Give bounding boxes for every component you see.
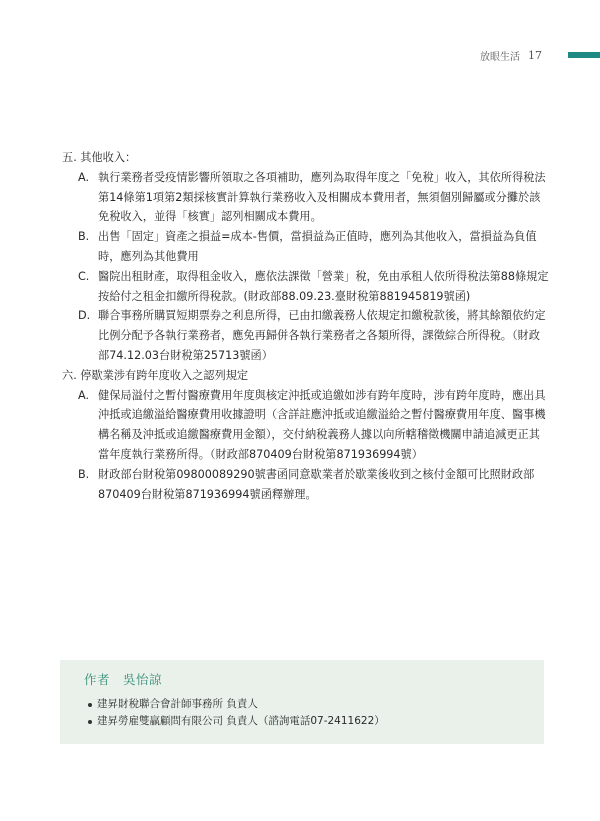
item-label: C. [78,269,90,283]
item-label: B. [78,467,90,481]
list-item [62,168,550,227]
item-text: 財政部台財稅第09800089290號書函同意歇業者於歇業後收到之核付金額可比照財政部870409台財稅第871936994號函釋辦理。 [98,467,535,501]
list-item [62,267,550,307]
credential-text: 建昇勞雇雙贏顧問有限公司 負責人（諮詢電話07-2411622） [97,715,385,727]
list-item [62,227,550,267]
accent-bar [568,52,600,58]
article-body [62,148,550,504]
list-item [62,306,550,365]
section-heading: 六. 停歇業涉有跨年度收入之認列規定 [62,368,249,382]
credential-text: 建昇財稅聯合會計師事務所 負責人 [97,698,258,710]
section-cross-year-income [62,366,550,505]
author-box [60,660,544,744]
section-heading: 五. 其他收入： [62,151,137,164]
item-text: 聯合事務所購買短期票券之利息所得，已由扣繳義務人依規定扣繳稅款後，將其餘額依約定比例分配予各執行業務者，應免再歸併各執行業務者之各類所得，課徵綜合所得稅。（財政部74.12.03台財稅第25713號函） [98,309,546,362]
list-item [62,465,550,505]
item-text: 執行業務者受疫情影響所領取之各項補助，應列為取得年度之「免稅」收入，其依所得稅法第14條第1項第2類採核實計算執行業務收入及相關成本費用者，無須個別歸屬或分攤於該免稅收入，並得「核實」認列相關成本費用。 [98,170,546,224]
bullet-icon [88,703,92,707]
item-text: 出售「固定」資產之損益=成本-售價，當損益為正值時，應列為其他收入，當損益為負值時，應列為其他費用 [98,230,537,263]
item-text: 醫院出租財產，取得租金收入，應依法課徵「營業」稅，免由承租人依所得稅法第88條規定按給付之租金扣繳所得稅款。(財政部88.09.23.臺財稅第881945819號函) [98,269,549,303]
item-label: D. [78,309,91,323]
author-credentials [88,696,385,730]
item-label: B. [78,230,90,244]
list-item [88,713,385,730]
item-label: A. [78,170,90,184]
list-item [62,386,550,465]
page-header [480,48,600,62]
page-number: 17 [528,48,542,62]
section-name: 放眼生活 [480,51,520,63]
author-title: 作者 吳怡諒 [84,672,163,687]
item-text: 健保局溢付之暫付醫療費用年度與核定沖抵或追繳如涉有跨年度時，涉有跨年度時，應出具沖抵或追繳溢給醫療費用收據證明（含詳註應沖抵或追繳溢給之暫付醫療費用年度、醫事機構名稱及沖抵或追繳醫療費用金額），交付納稅義務人據以向所轄稽徵機關申請追減更正其當年度執行業務所得。（財政部870409台財稅第871936994號） [98,388,546,461]
bullet-icon [88,720,92,724]
section-other-income [62,148,550,366]
item-label: A. [78,388,90,402]
list-item [88,696,385,713]
